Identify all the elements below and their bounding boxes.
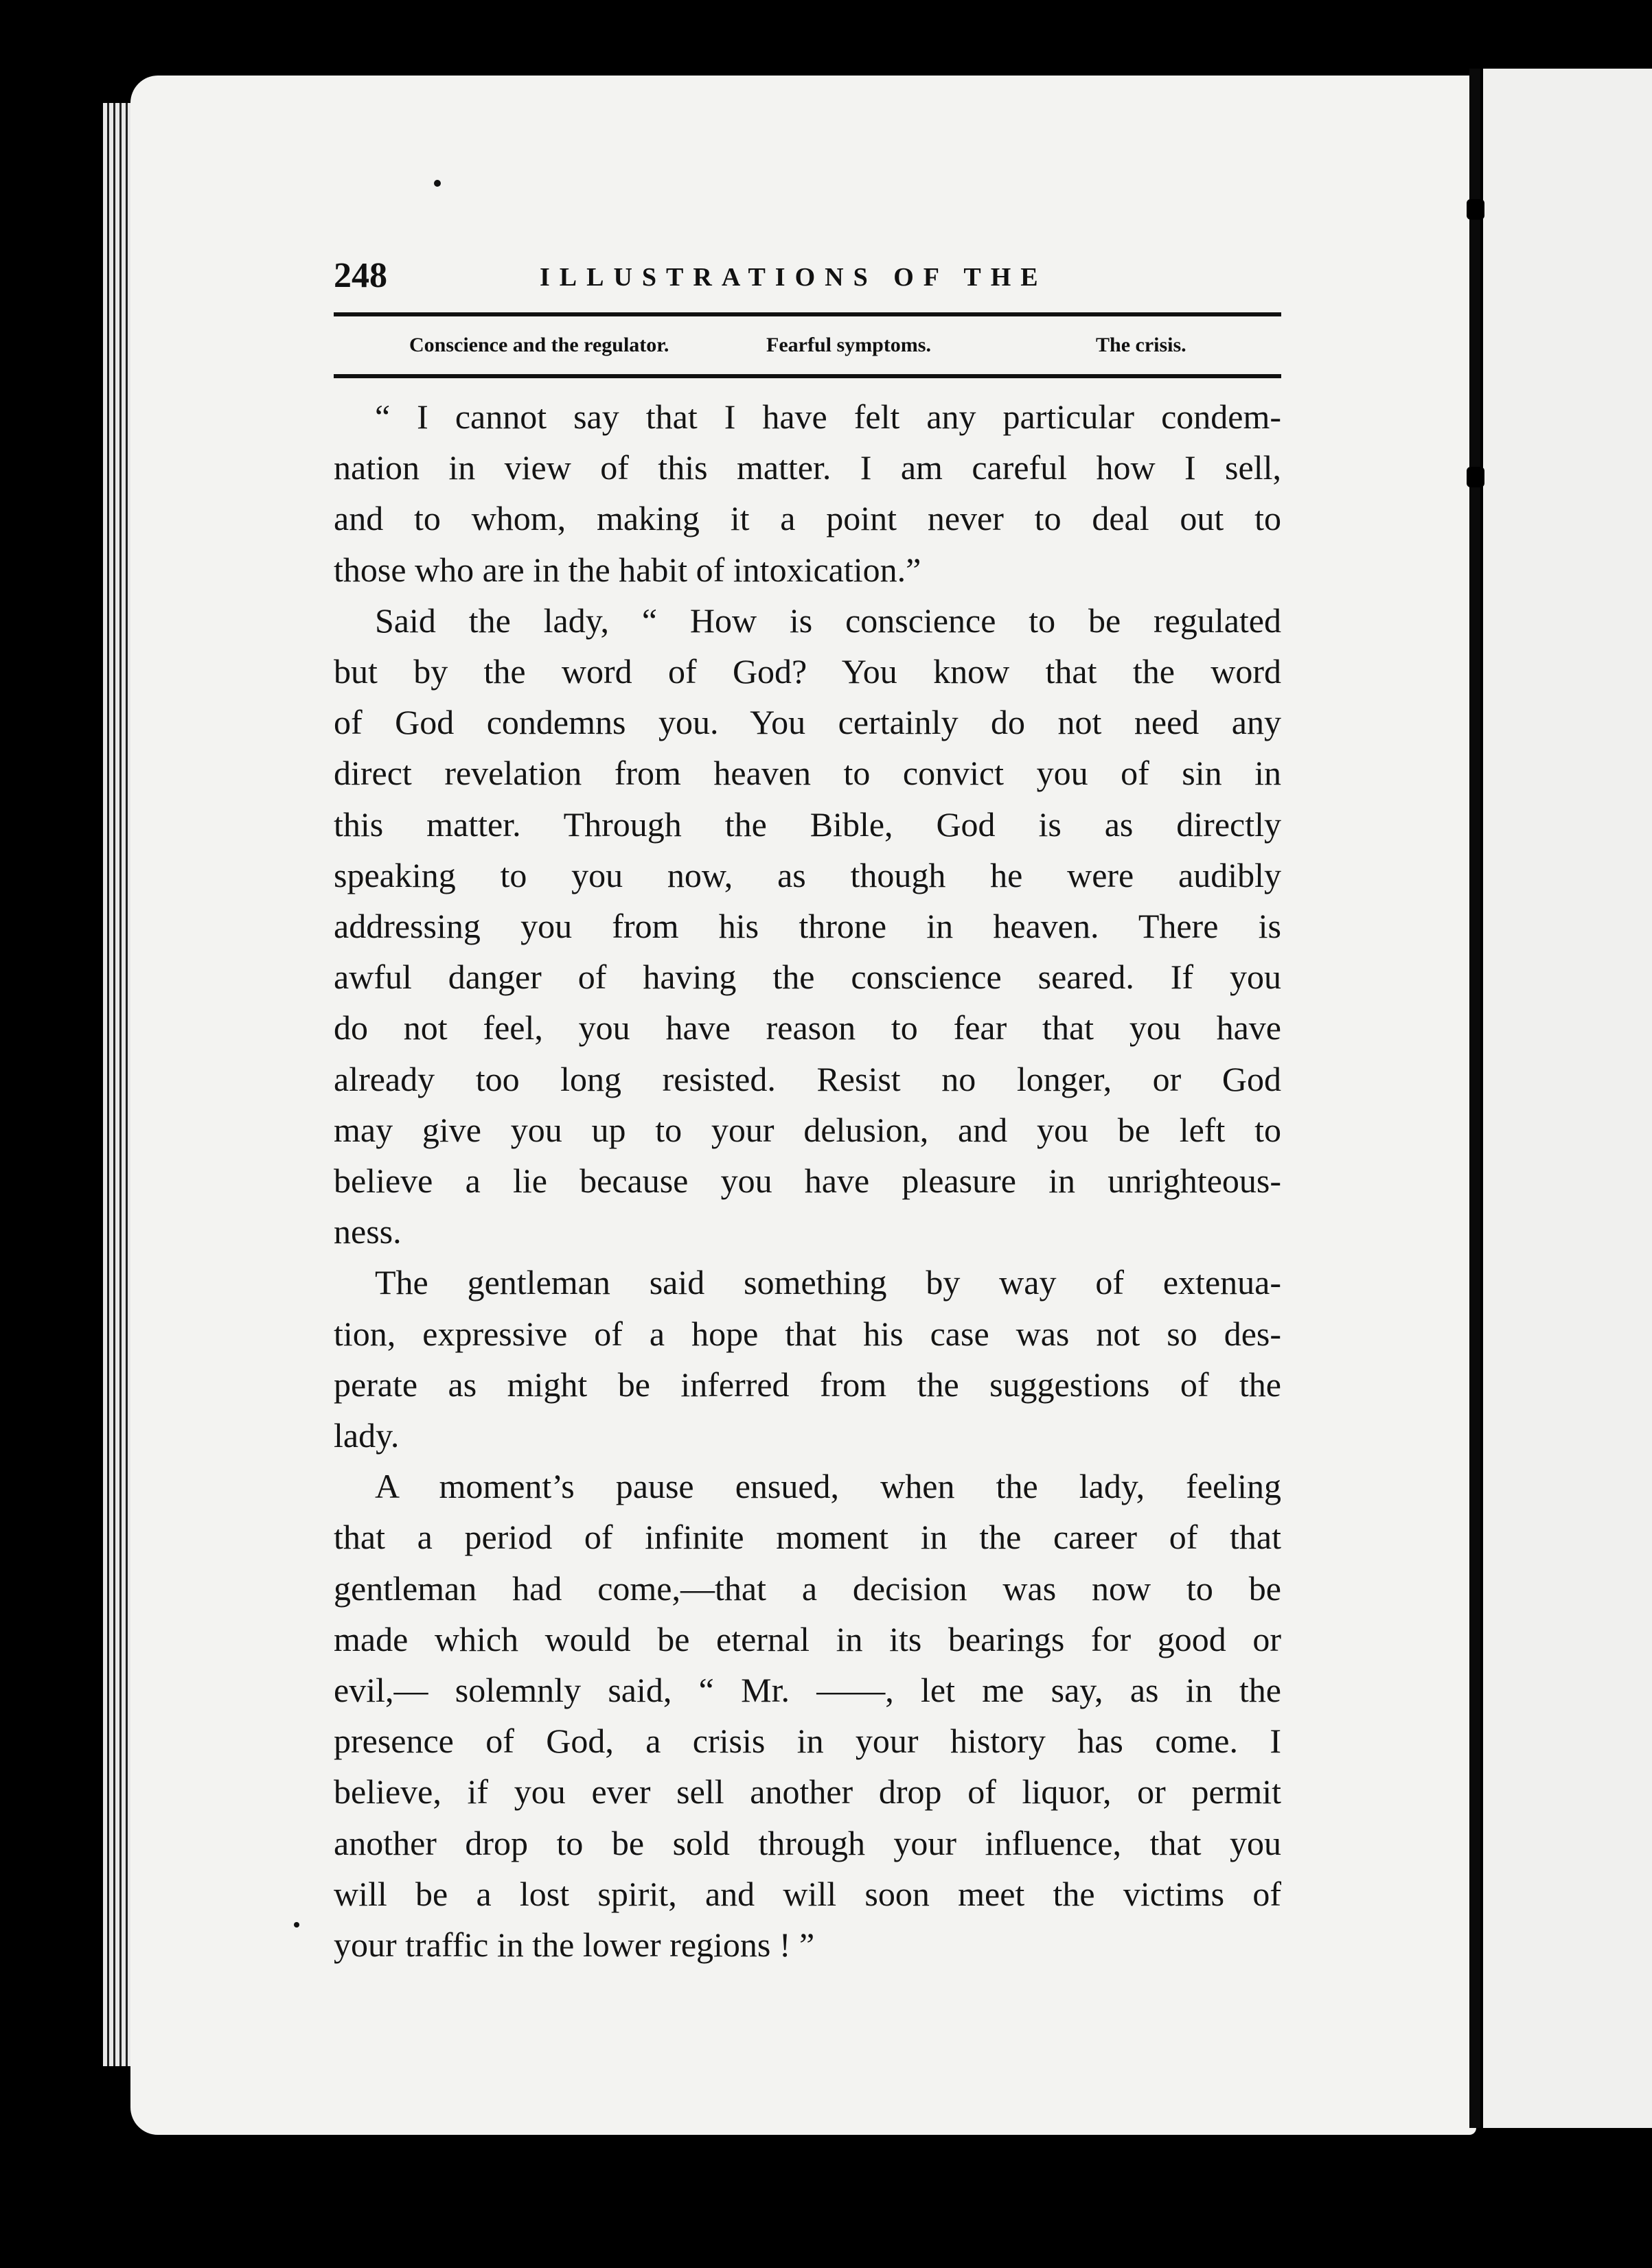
ink-speck — [294, 1922, 299, 1928]
page-header — [334, 255, 1281, 297]
header-rule-top — [334, 312, 1281, 316]
text-line: nation in view of this matter. I am careful how I sell, — [334, 448, 1281, 487]
text-line: those who are in the habit of intoxication.” — [334, 550, 921, 589]
text-line: may give you up to your delusion, and you be left to — [334, 1110, 1281, 1149]
text-line: of God condemns you. You certainly do not need any — [334, 703, 1281, 742]
text-line: do not feel, you have reason to fear that you have — [334, 1008, 1281, 1048]
text-line: speaking to you now, as though he were audibly — [334, 855, 1281, 894]
text-line: ness. — [334, 1212, 402, 1251]
text-line: A moment’s pause ensued, when the lady, feeling — [375, 1467, 1281, 1506]
text-line: tion, expressive of a hope that his case was not so des- — [334, 1314, 1281, 1353]
binding-mark — [1467, 199, 1484, 220]
text-line: your traffic in the lower regions ! ” — [334, 1925, 815, 1965]
book-gutter — [1469, 69, 1480, 2128]
header-rule-bottom — [334, 374, 1281, 378]
topic-headings — [334, 329, 1281, 364]
text-line: will be a lost spirit, and will soon meet the victims of — [334, 1874, 1281, 1913]
text-line: this matter. Through the Bible, God is as directly — [334, 805, 1281, 844]
running-title: ILLUSTRATIONS OF THE — [540, 263, 1048, 292]
ink-speck — [434, 180, 441, 187]
text-line: believe a lie because you have pleasure in unrighteous- — [334, 1161, 1281, 1201]
text-line: “ I cannot say that I have felt any particular condem- — [375, 397, 1281, 436]
text-line: gentleman had come,—that a decision was now to be — [334, 1569, 1281, 1608]
binding-mark — [1467, 467, 1484, 487]
text-line: addressing you from his throne in heaven. There is — [334, 907, 1281, 946]
text-line: and to whom, making it a point never to deal out to — [334, 499, 1281, 538]
page-number: 248 — [334, 256, 387, 295]
text-line: but by the word of God? You know that the word — [334, 652, 1281, 691]
text-line: that a period of infinite moment in the career of that — [334, 1518, 1281, 1557]
facing-page — [1483, 69, 1652, 2128]
topic-heading: Fearful symptoms. — [766, 334, 931, 356]
text-line: believe, if you ever sell another drop of liquor, or permit — [334, 1772, 1281, 1812]
text-line: Said the lady, “ How is conscience to be regulated — [375, 601, 1281, 640]
text-line: The gentleman said something by way of extenua- — [375, 1263, 1281, 1302]
topic-heading: Conscience and the regulator. — [409, 334, 669, 356]
text-line: made which would be eternal in its bearings for good or — [334, 1619, 1281, 1658]
text-line: another drop to be sold through your influence, that you — [334, 1823, 1281, 1862]
text-line: awful danger of having the conscience seared. If you — [334, 958, 1281, 997]
text-line: direct revelation from heaven to convict you of sin in — [334, 754, 1281, 793]
text-line: lady. — [334, 1416, 400, 1455]
text-line: perate as might be inferred from the suggestions of the — [334, 1365, 1281, 1404]
text-line: evil,— solemnly said, “ Mr. ——, let me say, as in the — [334, 1671, 1281, 1710]
topic-heading: The crisis. — [1096, 334, 1186, 356]
body-text — [334, 391, 1281, 1970]
text-line: already too long resisted. Resist no longer, or God — [334, 1059, 1281, 1098]
text-line: presence of God, a crisis in your history has come. I — [334, 1722, 1281, 1761]
